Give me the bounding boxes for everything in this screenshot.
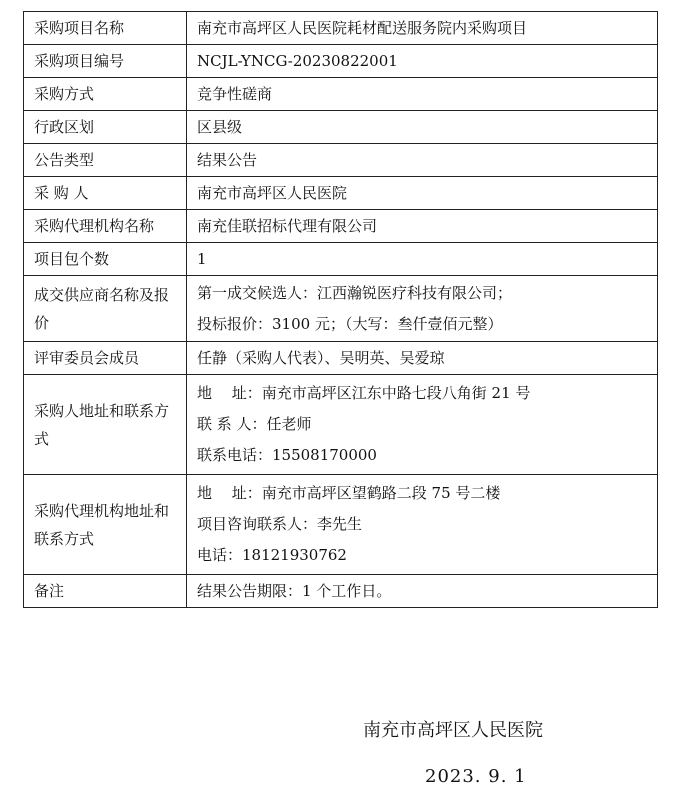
supplier-line-1: 第一成交候选人：江西瀚锐医疗科技有限公司； [197, 283, 513, 302]
agency-contact-value [187, 475, 658, 575]
table-row [24, 177, 658, 210]
row-label: 项目包个数 [24, 243, 187, 276]
row-value: 竞争性磋商 [187, 78, 658, 111]
table-row [24, 111, 658, 144]
purchaser-contact-person: 联 系 人：任老师 [197, 415, 312, 433]
purchaser-phone: 联系电话：15508170000 [197, 446, 377, 464]
row-label: 行政区划 [24, 111, 187, 144]
remarks-row [24, 575, 658, 608]
row-label: 采购代理机构名称 [24, 210, 187, 243]
agency-contact-label: 采购代理机构地址和联系方式 [24, 475, 187, 575]
footer-date: 2023. 9. 1 [425, 766, 527, 787]
row-label: 采 购 人 [24, 177, 187, 210]
table-row [24, 210, 658, 243]
committee-value: 任静（采购人代表）、吴明英、吴爱琼 [187, 342, 658, 375]
purchaser-address: 地 址：南充市高坪区江东中路七段八角街 21 号 [197, 384, 531, 402]
row-value: 南充市高坪区人民医院耗材配送服务院内采购项目 [187, 12, 658, 45]
table-row [24, 144, 658, 177]
remarks-label: 备注 [24, 575, 187, 608]
committee-label: 评审委员会成员 [24, 342, 187, 375]
row-value: 结果公告 [187, 144, 658, 177]
table-row [24, 12, 658, 45]
table-row [24, 45, 658, 78]
supplier-label: 成交供应商名称及报价 [24, 276, 187, 342]
table-row [24, 78, 658, 111]
purchaser-contact-label: 采购人地址和联系方式 [24, 375, 187, 475]
row-label: 采购项目名称 [24, 12, 187, 45]
purchaser-contact-row [24, 375, 658, 475]
purchaser-contact-value [187, 375, 658, 475]
row-label: 采购方式 [24, 78, 187, 111]
row-value: 1 [187, 243, 658, 276]
row-label: 公告类型 [24, 144, 187, 177]
remarks-value: 结果公告期限：1 个工作日。 [187, 575, 658, 608]
row-value: NCJL-YNCG-20230822001 [187, 45, 658, 78]
committee-row [24, 342, 658, 375]
footer-organization: 南充市高坪区人民医院 [363, 720, 543, 741]
agency-address: 地 址：南充市高坪区望鹤路二段 75 号二楼 [197, 484, 501, 502]
row-value: 南充市高坪区人民医院 [187, 177, 658, 210]
agency-phone: 电话：18121930762 [197, 546, 347, 564]
row-value: 南充佳联招标代理有限公司 [187, 210, 658, 243]
supplier-value [187, 276, 658, 342]
row-label: 采购项目编号 [24, 45, 187, 78]
agency-contact-person: 项目咨询联系人：李先生 [197, 515, 363, 533]
supplier-line-2: 投标报价：3100 元；（大写：叁仟壹佰元整） [197, 314, 503, 333]
supplier-row [24, 276, 658, 342]
table-row [24, 243, 658, 276]
announcement-table [23, 11, 658, 608]
agency-contact-row [24, 475, 658, 575]
row-value: 区县级 [187, 111, 658, 144]
